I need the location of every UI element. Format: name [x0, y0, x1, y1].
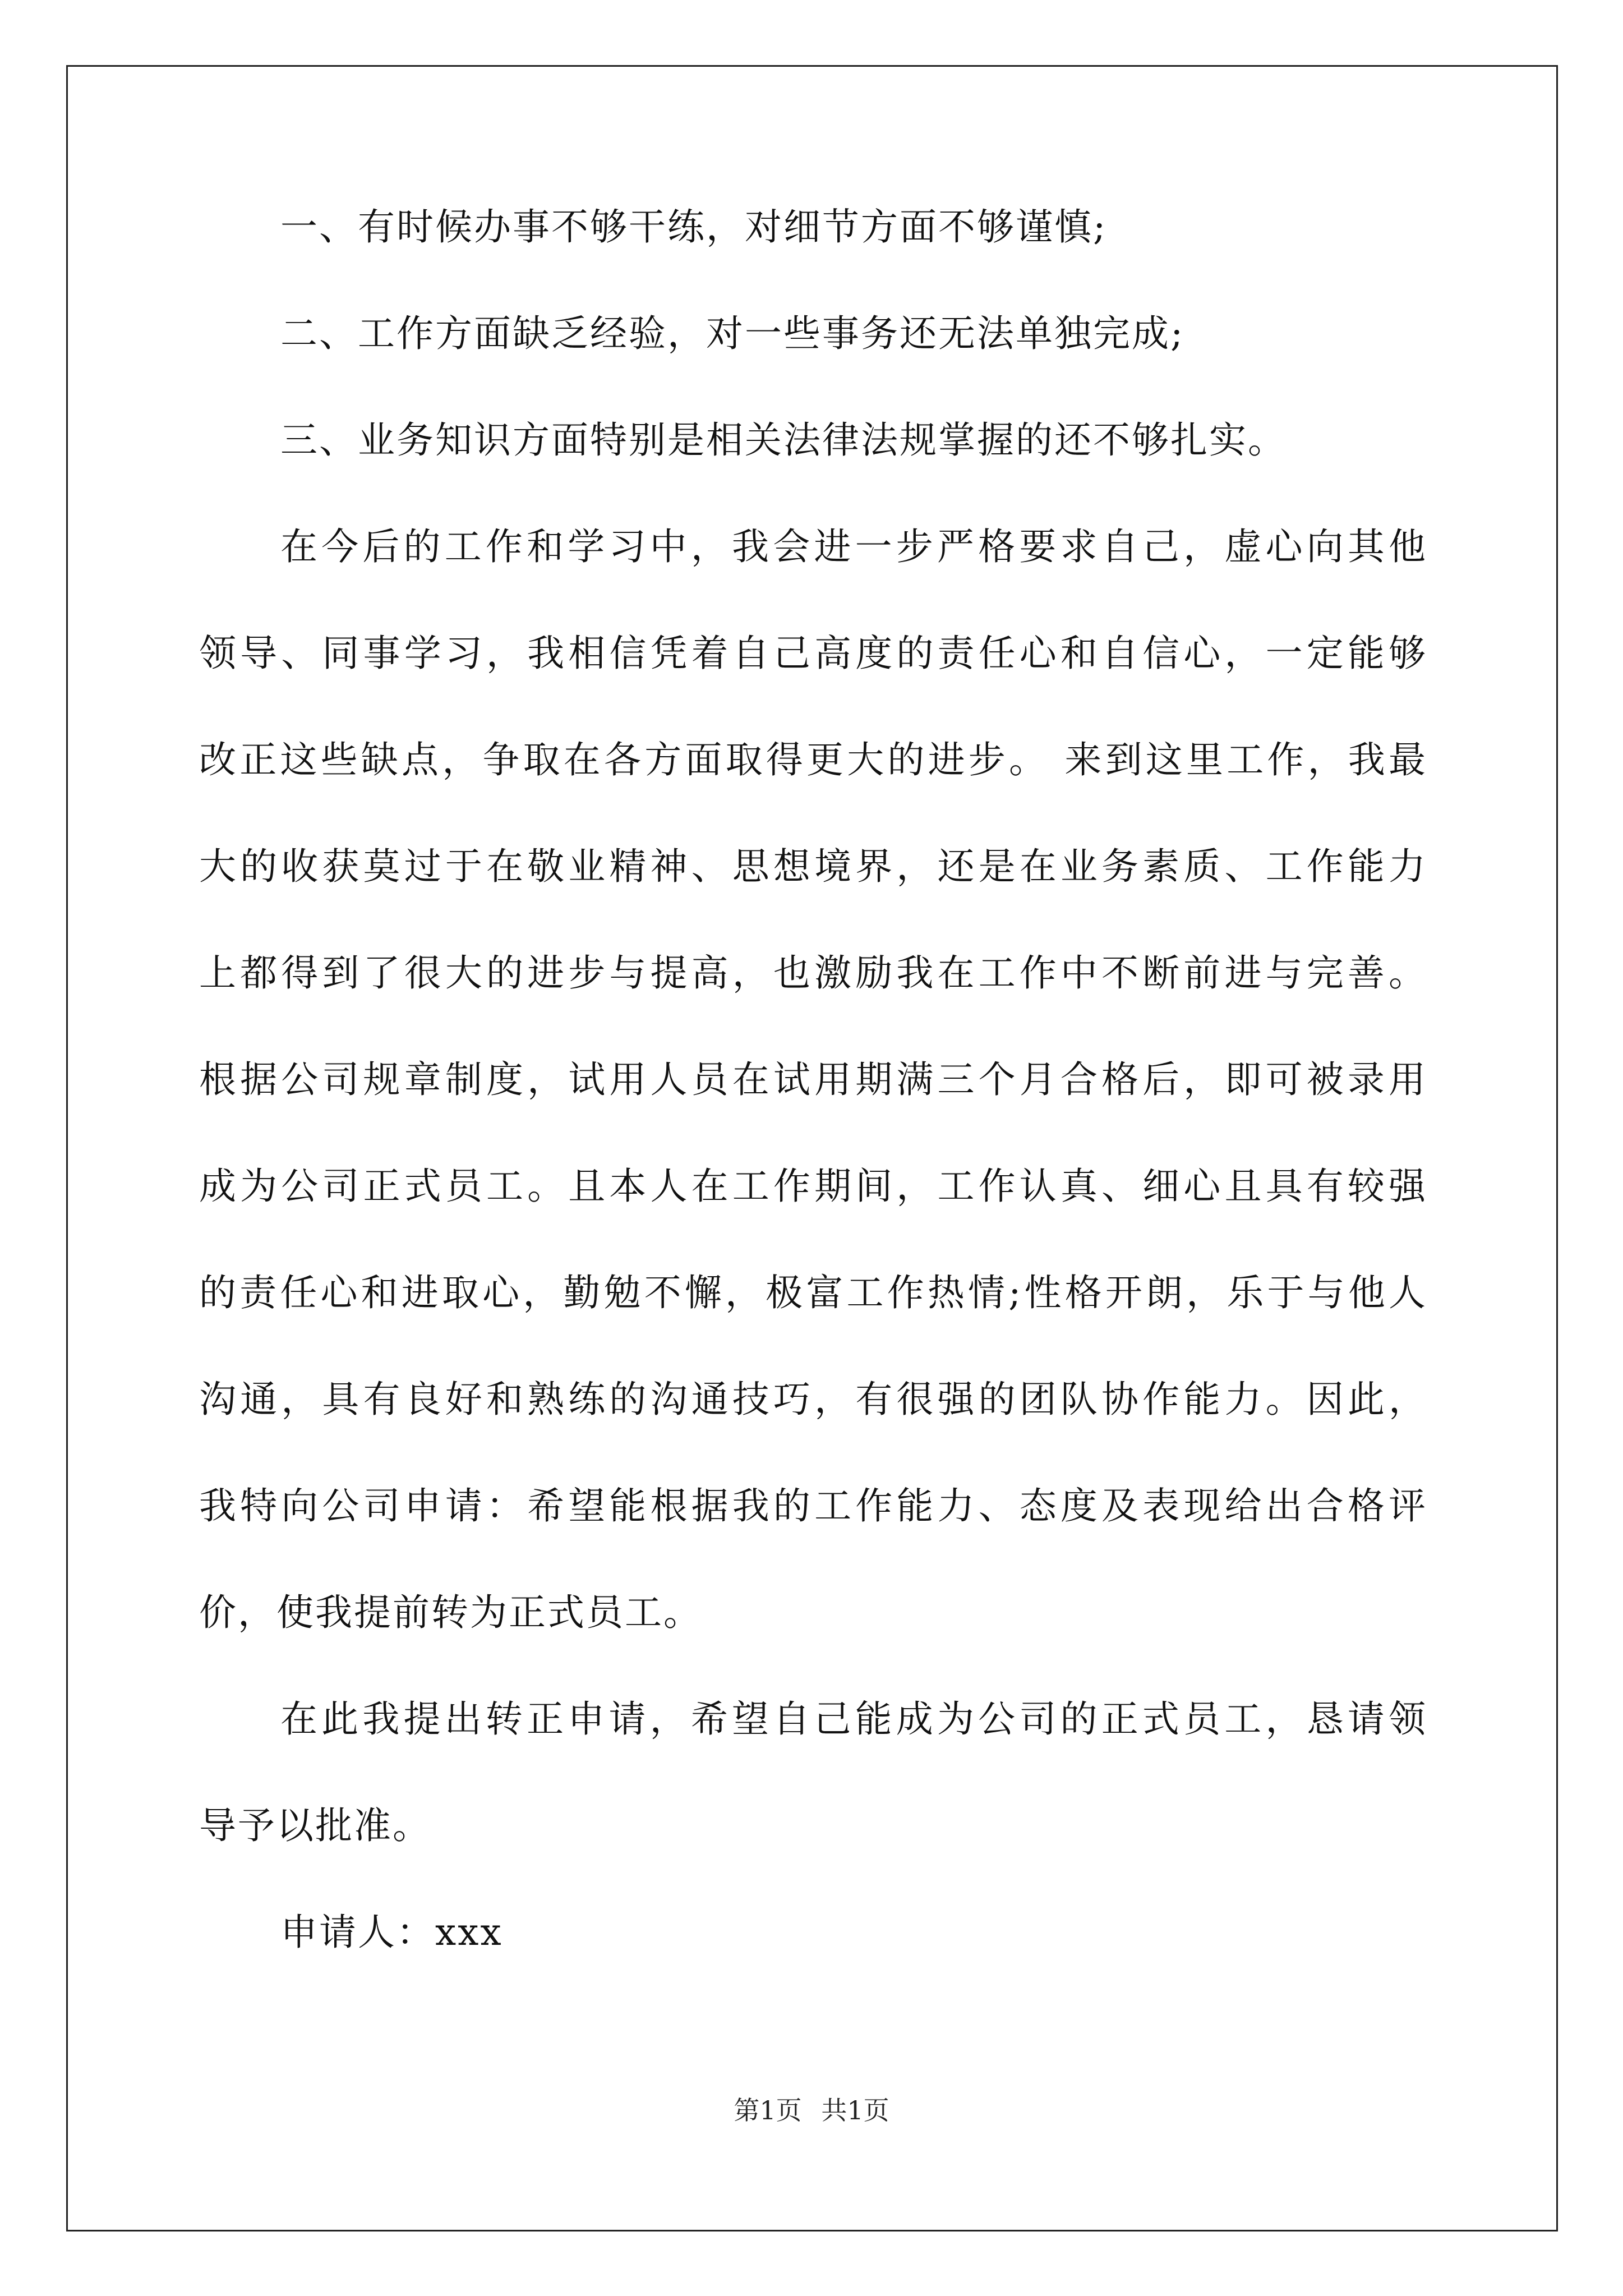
page-footer — [0, 2093, 1623, 2127]
applicant-signature: 申请人：xxx — [280, 1911, 503, 1954]
list-item-shortcoming-1: 一、有时候办事不够干练，对细节方面不够谨慎; — [280, 205, 1108, 249]
list-item-shortcoming-3: 三、业务知识方面特别是相关法律法规掌握的还不够扎实。 — [280, 418, 1287, 462]
paragraph-line: 的责任心和进取心，勤勉不懈，极富工作热情;性格开朗，乐于与他人 — [199, 1271, 1427, 1314]
paragraph-line: 我特向公司申请：希望能根据我的工作能力、态度及表现给出合格评 — [199, 1484, 1427, 1527]
paragraph-line: 领导、同事学习，我相信凭着自己高度的责任心和自信心，一定能够 — [199, 632, 1427, 675]
paragraph-line: 上都得到了很大的进步与提高，也激励我在工作中不断前进与完善。 — [199, 951, 1427, 995]
list-item-shortcoming-2: 二、工作方面缺乏经验，对一些事务还无法单独完成; — [280, 312, 1185, 355]
paragraph-line: 成为公司正式员工。且本人在工作期间，工作认真、细心且具有较强 — [199, 1165, 1427, 1208]
paragraph-line: 根据公司规章制度，试用人员在试用期满三个月合格后，即可被录用 — [199, 1058, 1427, 1101]
paragraph-line: 在今后的工作和学习中，我会进一步严格要求自己，虚心向其他 — [280, 525, 1427, 568]
page-number-current: 第1页 — [734, 2095, 802, 2125]
paragraph-line: 大的收获莫过于在敬业精神、思想境界，还是在业务素质、工作能力 — [199, 845, 1427, 888]
paragraph-line: 在此我提出转正申请，希望自己能成为公司的正式员工，恳请领 — [280, 1697, 1427, 1741]
paragraph-line: 沟通，具有良好和熟练的沟通技巧，有很强的团队协作能力。因此， — [199, 1378, 1427, 1421]
page-number-total: 共1页 — [821, 2095, 889, 2125]
paragraph-line: 改正这些缺点，争取在各方面取得更大的进步。 来到这里工作，我最 — [199, 738, 1427, 781]
paragraph-line: 价，使我提前转为正式员工。 — [199, 1591, 702, 1634]
paragraph-line: 导予以批准。 — [199, 1804, 431, 1847]
